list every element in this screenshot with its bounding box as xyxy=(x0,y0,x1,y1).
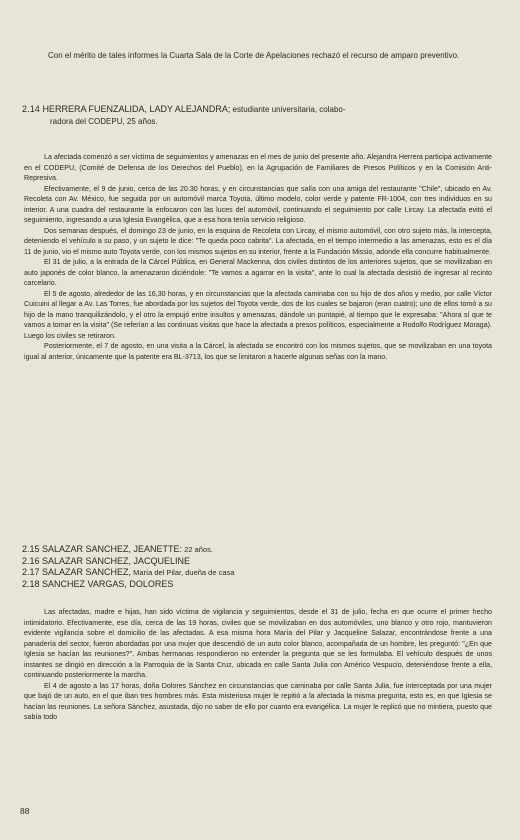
section-headings-2-15-to-2-18 xyxy=(22,544,492,590)
body-paragraph: El 4 de agosto a las 17 horas, doña Dolores Sánchez en circunstancias que caminaba por calle Santa Julia, fue interceptada por una mujer que bajó de un auto, en el que iban tres hombres más. Esta misteriosa mujer le repitió a la afectada la misma pregunta, esto es, en que Iglesia se hacían las reuniones. La señora Sánchez, asustada, dijo no saber de ello por cuanto era evangélica. La mujer le replicó que no mintiera, puesto que sabía todo xyxy=(24,681,492,721)
body-paragraph: El 31 de julio, a la entrada de la Cárcel Pública, en General Mackenna, dos civiles distintos de los anteriores sujetos, que se movilizaban en auto japonés de color blanco, la amenazaron diciéndole: "Te vamos a agarrar en la visita", ante lo cual la afectada desistió de ingresar al recinto carcelario. xyxy=(24,258,492,287)
heading-2-16: 2.16 SALAZAR SANCHEZ, JACQUELINE xyxy=(22,555,191,566)
body-paragraph: El 5 de agosto, alrededor de las 16,30 horas, y en circunstancias que la afectada caminaba con su hijo de dos años y medio, por calle Víctor Cuicuini al llegar a Av. Las Torres, fue abordada por los sujetos del Toyota verde, dos de los cuales se bajaron (eran cuatro); uno de ellos tomó a su hijo de la mano tranquilizándolo, y el otro la empujó entre insultos y amenazas, dándole un puntapié, al tiempo que le expresaba: "Ahora sí que te vamos a tomar en la visita" (Se referían a las continuas visitas que hace la afectada a presos políticos, especialmente a Rodolfo Rodríguez Moraga). Luego los civiles se retiraron. xyxy=(24,289,492,340)
page-number: 88 xyxy=(20,806,30,816)
heading-2-18: 2.18 SANCHEZ VARGAS, DOLORES xyxy=(22,578,174,589)
section-number: 2.14 xyxy=(22,104,40,114)
section-name: HERRERA FUENZALIDA, LADY ALEJANDRA; xyxy=(42,104,231,114)
section-body-2-15-2-18 xyxy=(24,607,492,723)
section-body-2-14 xyxy=(24,152,492,362)
body-paragraph: Dos semanas después, el domingo 23 de junio, en la esquina de Recoleta con Lircay, el mismo automóvil, con otro sujeto más, la intercepta, deteniendo el vehículo a su paso, y un sujeto le dice: "Te queda poco cabrita". La afectada, en el tiempo intermedio a las amenazas, esto es el día 11 de junio, vio el mismo auto Toyota verde, con los mismos sujetos en su interior, frente a la Fundación Missio, adonde ella concurre habitualmente. xyxy=(24,226,492,256)
heading-2-15: 2.15 SALAZAR SANCHEZ, JEANETTE: 22 años. xyxy=(22,544,213,554)
body-paragraph: La afectada comenzó a ser víctima de seguimientos y amenazas en el mes de junio del presente año. Alejandra Herrera participa activamente en el CODEPU, (Comité de Defensa de los Derechos del Pueblo), en la Agrupación de Familiares de Presos Políticos y en la Comisión Anti-Represiva. xyxy=(24,153,492,182)
section-description-line2: radora del CODEPU, 25 años. xyxy=(50,117,158,126)
body-paragraph: Posteriormente, el 7 de agosto, en una visita a la Cárcel, la afectada se encontró con los mismos sujetos, que se movilizaban en una toyota igual al anterior, únicamente que la patente era BL-3713, los que se limitaron a hacerle algunas señas con la mano. xyxy=(24,342,492,361)
section-heading-2-14 xyxy=(22,103,492,128)
intro-paragraph: Con el mérito de tales informes la Cuarta Sala de la Corte de Apelaciones rechazó el recurso de amparo preventivo. xyxy=(48,51,460,60)
body-paragraph: Efectivamente, el 9 de junio, cerca de las 20.30 horas, y en circunstancias que salía con una amiga del restaurante "Chile", ubicado en Av. Recoleta con Av. México, fue seguida por un automóvil marca Toyota, último modelo, color verde y patente FR-1004, con tres individuos en su interior. A una cuadra del restaurante la enfocaron con las luces del automóvil, continuando el seguimiento por calle Lircay. La afectada evitó el seguimiento, ingresando a una Iglesia Evangélica, que a esa hora tenía servicio religioso. xyxy=(24,184,492,224)
section-description-line1: estudiante universitaria, colabo- xyxy=(230,105,346,114)
body-paragraph: Las afectadas, madre e hijas, han sido víctima de vigilancia y seguimientos, desde el 31 de julio, fecha en que ocurre el primer hecho intimidatorio. Efectivamente, ese día, cerca de las 19 horas, civiles que se movilizaban en dos automóviles, uno blanco y otro rojo, mantuvieron evidente vigilancia sobre el domicilio de las afectadas. A esa misma hora María del Pilar y Jacqueline Salazar, encontrándose frente a una panadería del sector, fueron abordadas por una mujer que descendió de un auto color blanco, acompañada de un hombre, les preguntó: "¿En que Iglesia se hacían las reuniones?". Ambas hermanas respondieron no entender la pregunta que se les formulaba. El vehículo después de unos instantes se dirigió en dirección a la Parroquia de la Santa Cruz, ubicada en calle Santa Julia con Américo Vespucio, deteniéndose frente a ella, continuando posteriormente la marcha. xyxy=(24,608,492,679)
heading-2-17: 2.17 SALAZAR SANCHEZ, María del Pilar, dueña de casa xyxy=(22,567,235,577)
